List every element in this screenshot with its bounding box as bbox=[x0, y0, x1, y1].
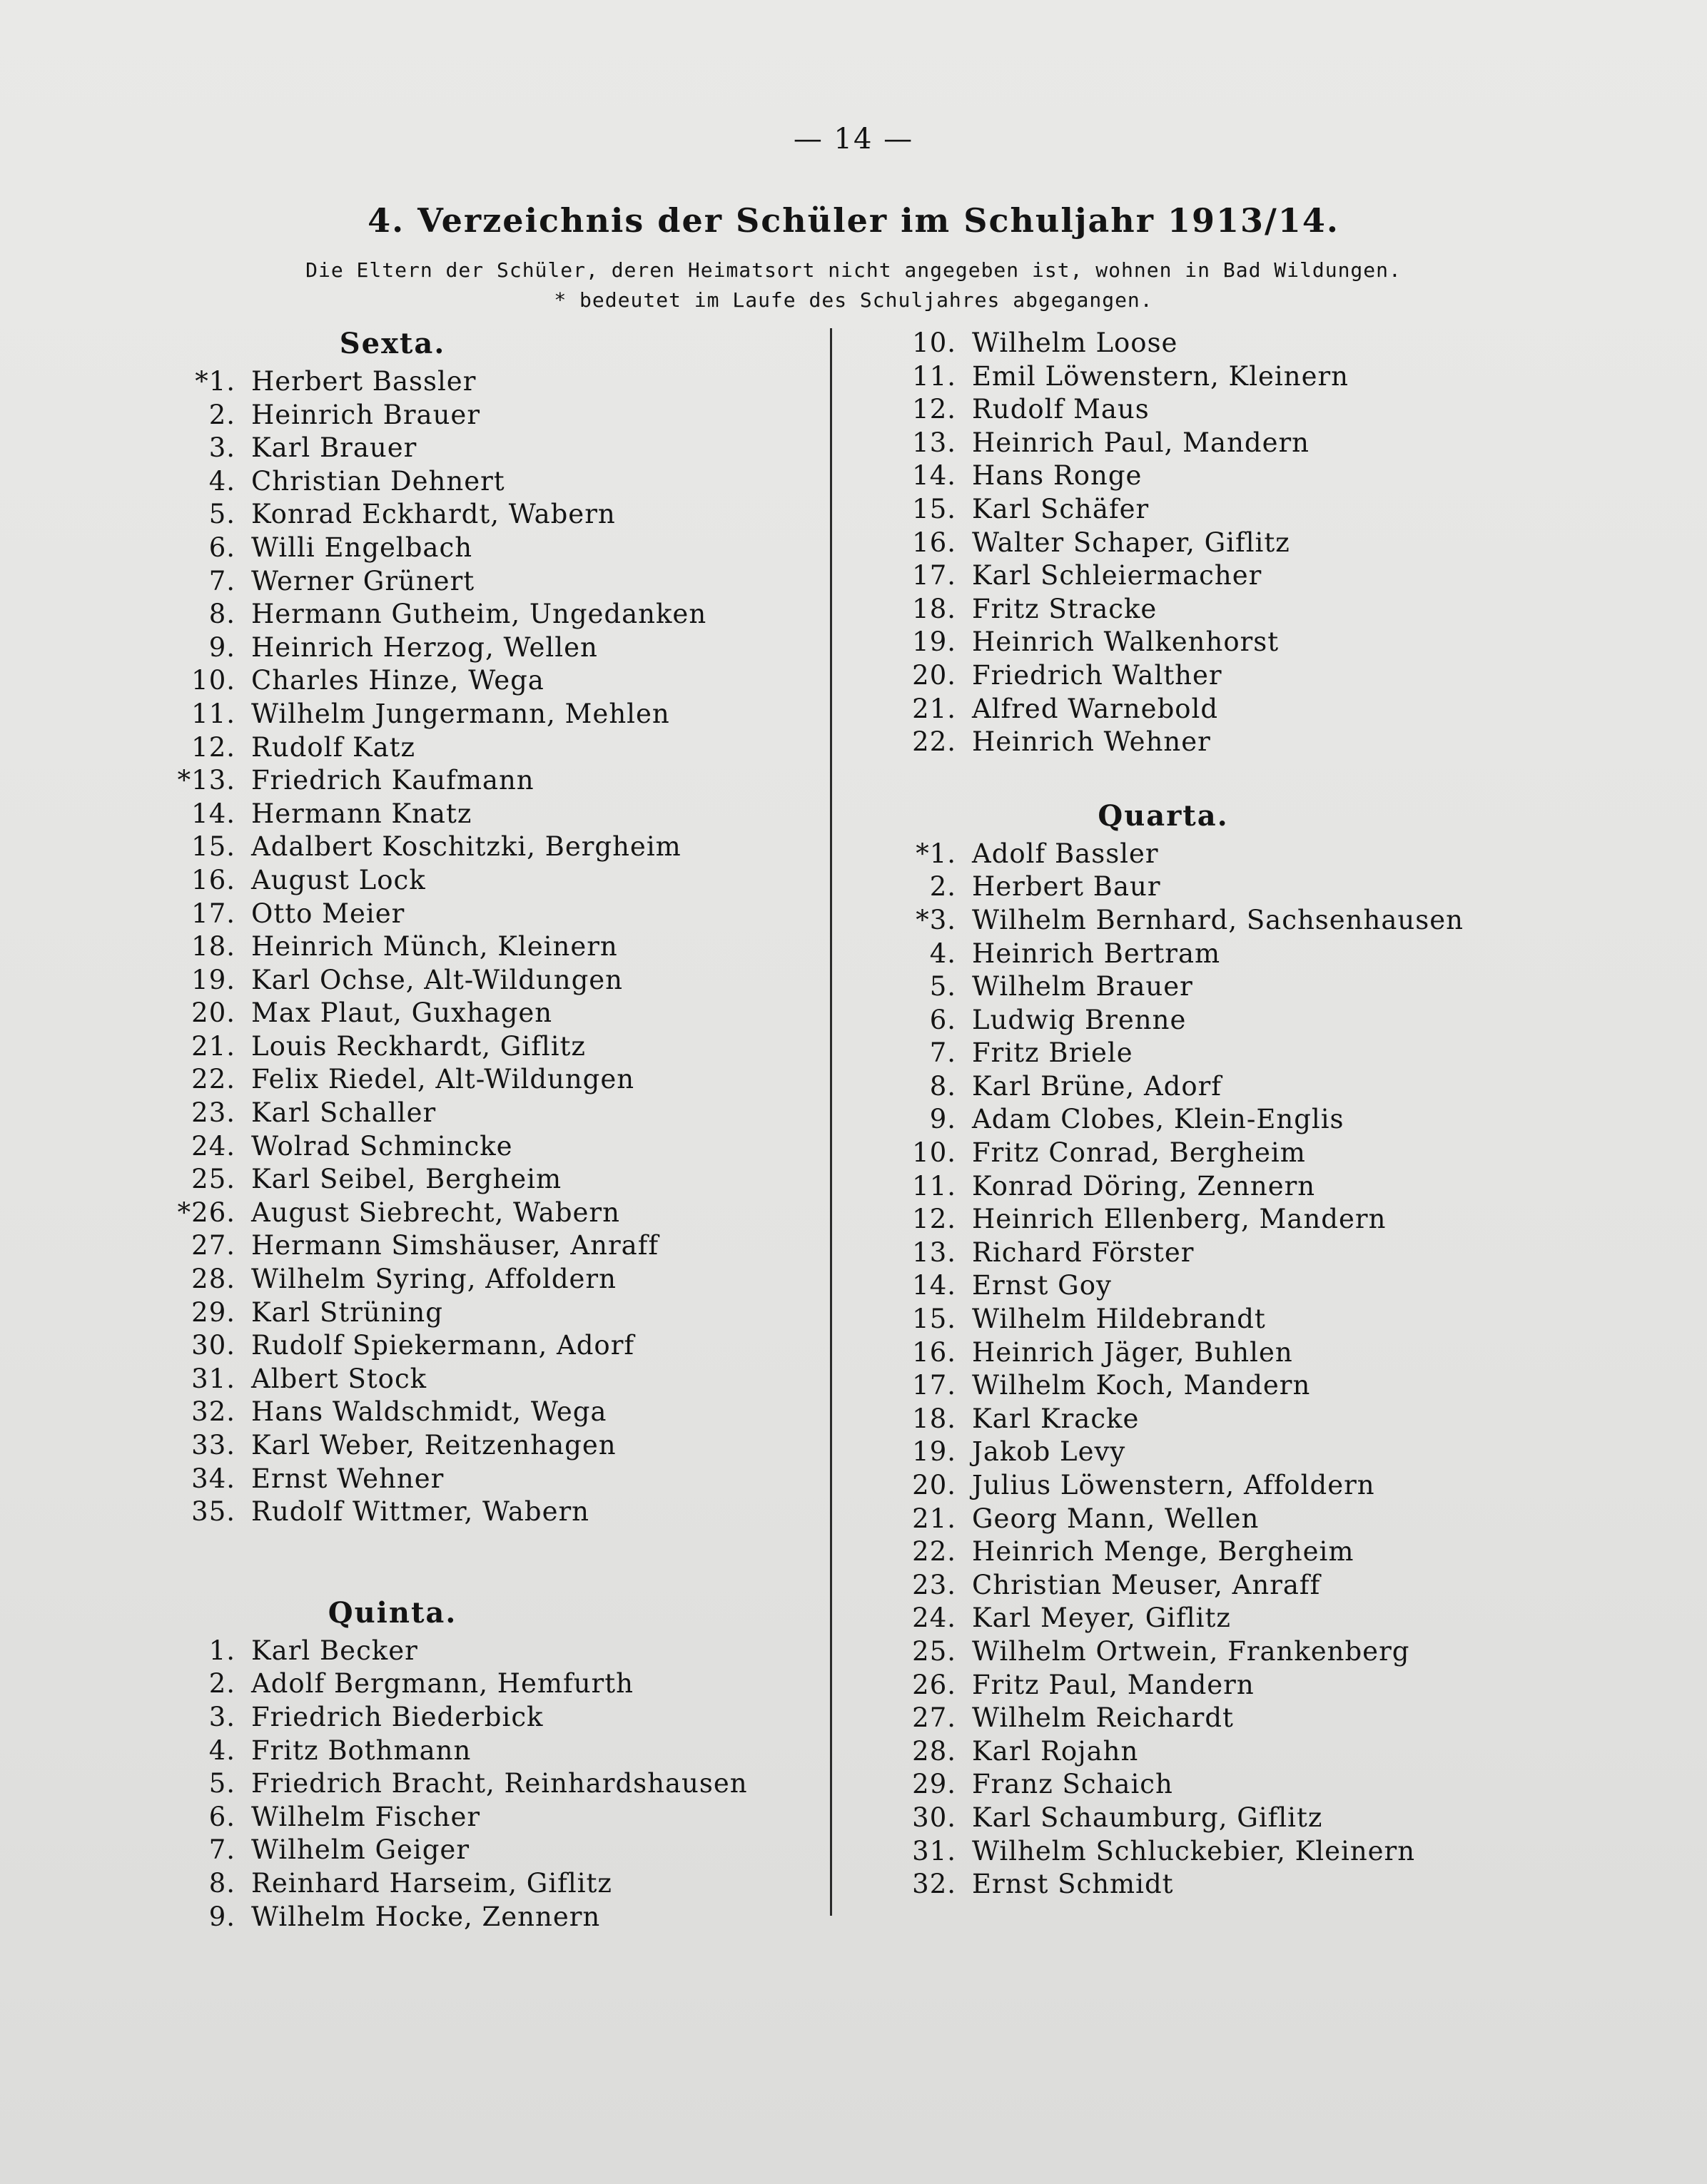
student-entry bbox=[143, 964, 814, 997]
student-name: Ludwig Brenne bbox=[972, 1004, 1187, 1035]
student-number: 29. bbox=[191, 1296, 235, 1328]
student-name: Karl Kracke bbox=[972, 1403, 1140, 1434]
section-title-quarta: Quarta. bbox=[1098, 798, 1229, 833]
student-entry bbox=[871, 1170, 1584, 1204]
student-entry bbox=[143, 698, 814, 731]
student-name: August Lock bbox=[251, 864, 426, 895]
student-number: 26. bbox=[912, 1669, 956, 1700]
student-number: 16. bbox=[191, 864, 235, 895]
page-number: — 14 — bbox=[793, 123, 914, 156]
student-entry bbox=[143, 598, 814, 631]
student-name: Karl Ochse, Alt-Wildungen bbox=[251, 964, 623, 995]
student-entry bbox=[143, 1263, 814, 1296]
student-number: 19. bbox=[912, 1436, 956, 1468]
quinta-list bbox=[143, 1635, 814, 1934]
student-number: 18. bbox=[912, 593, 956, 624]
student-name: Hermann Gutheim, Ungedanken bbox=[251, 599, 707, 630]
quinta-list-continued bbox=[871, 327, 1584, 759]
student-entry bbox=[871, 1735, 1584, 1769]
student-entry bbox=[871, 1602, 1584, 1635]
student-name: Adam Clobes, Klein-Englis bbox=[972, 1104, 1344, 1135]
student-name: Felix Riedel, Alt-Wildungen bbox=[251, 1064, 635, 1095]
student-number: 11. bbox=[912, 360, 956, 392]
student-entry bbox=[143, 399, 814, 432]
student-entry bbox=[143, 831, 814, 864]
student-name: Louis Reckhardt, Giflitz bbox=[251, 1030, 586, 1062]
student-entry bbox=[143, 1396, 814, 1429]
student-entry bbox=[871, 393, 1584, 427]
student-number: 14. bbox=[191, 798, 235, 829]
student-number: 25. bbox=[191, 1164, 235, 1195]
student-number: 21. bbox=[912, 693, 956, 724]
student-number: 6. bbox=[208, 1801, 235, 1832]
student-name: Wilhelm Jungermann, Mehlen bbox=[251, 698, 670, 729]
student-entry bbox=[143, 1063, 814, 1097]
student-entry bbox=[871, 970, 1584, 1004]
student-name: Karl Schleiermacher bbox=[972, 560, 1262, 591]
student-name: Friedrich Walther bbox=[972, 659, 1222, 691]
student-name: Wilhelm Schluckebier, Kleinern bbox=[972, 1835, 1416, 1866]
student-number: 22. bbox=[191, 1064, 235, 1095]
student-number: 9. bbox=[929, 1104, 956, 1135]
student-name: Karl Brüne, Adorf bbox=[972, 1070, 1222, 1102]
student-number: 21. bbox=[912, 1503, 956, 1534]
student-number: 20. bbox=[191, 997, 235, 1029]
student-entry bbox=[871, 360, 1584, 394]
student-name: Fritz Conrad, Bergheim bbox=[972, 1137, 1306, 1169]
student-number: 32. bbox=[191, 1396, 235, 1428]
student-entry bbox=[871, 659, 1584, 693]
student-number: 8. bbox=[208, 1867, 235, 1899]
student-name: Wilhelm Brauer bbox=[972, 971, 1193, 1002]
student-number: *3. bbox=[916, 904, 956, 935]
student-number: 16. bbox=[912, 527, 956, 558]
student-entry bbox=[871, 1569, 1584, 1603]
student-entry bbox=[143, 930, 814, 964]
student-name: Walter Schaper, Giflitz bbox=[972, 527, 1290, 558]
student-number: 31. bbox=[912, 1835, 956, 1866]
student-name: Karl Schäfer bbox=[972, 493, 1150, 524]
student-number: 24. bbox=[191, 1130, 235, 1162]
student-entry bbox=[871, 726, 1584, 759]
student-name: Otto Meier bbox=[251, 898, 405, 929]
student-number: *1. bbox=[916, 838, 956, 869]
student-name: Wilhelm Loose bbox=[972, 327, 1178, 358]
student-name: Heinrich Jäger, Buhlen bbox=[972, 1336, 1293, 1368]
student-number: 16. bbox=[912, 1336, 956, 1368]
student-name: Christian Dehnert bbox=[251, 465, 505, 497]
student-name: Fritz Briele bbox=[972, 1037, 1133, 1069]
student-number: 18. bbox=[191, 931, 235, 963]
student-entry bbox=[143, 1767, 814, 1801]
student-entry bbox=[143, 498, 814, 532]
student-name: Adalbert Koschitzki, Bergheim bbox=[251, 831, 682, 863]
student-name: Wilhelm Hildebrandt bbox=[972, 1304, 1266, 1335]
student-entry bbox=[143, 1429, 814, 1463]
student-number: 11. bbox=[912, 1170, 956, 1202]
student-number: 14. bbox=[912, 460, 956, 492]
student-number: 8. bbox=[929, 1070, 956, 1102]
student-entry bbox=[143, 1097, 814, 1130]
right-column bbox=[871, 327, 1584, 1901]
student-entry bbox=[871, 1004, 1584, 1037]
student-entry bbox=[143, 465, 814, 499]
student-number: 4. bbox=[208, 465, 235, 497]
sexta-list bbox=[143, 365, 814, 1529]
section-title-sexta: Sexta. bbox=[339, 327, 446, 360]
student-name: Reinhard Harseim, Giflitz bbox=[251, 1867, 612, 1899]
student-entry bbox=[871, 693, 1584, 726]
student-name: Hans Ronge bbox=[972, 460, 1143, 492]
student-number: 21. bbox=[191, 1030, 235, 1062]
student-entry bbox=[871, 559, 1584, 593]
student-name: Adolf Bassler bbox=[972, 838, 1159, 869]
student-entry bbox=[871, 1669, 1584, 1702]
student-number: 3. bbox=[208, 432, 235, 464]
student-entry bbox=[871, 1103, 1584, 1137]
student-number: 9. bbox=[208, 1901, 235, 1932]
student-number: 2. bbox=[929, 871, 956, 903]
student-name: Wilhelm Geiger bbox=[251, 1834, 470, 1866]
student-entry bbox=[871, 1702, 1584, 1735]
student-name: Fritz Stracke bbox=[972, 593, 1158, 624]
student-entry bbox=[143, 365, 814, 399]
student-number: *13. bbox=[177, 765, 235, 796]
student-entry bbox=[143, 997, 814, 1030]
student-name: Heinrich Bertram bbox=[972, 938, 1221, 969]
student-entry bbox=[143, 1834, 814, 1867]
student-name: Wilhelm Syring, Affoldern bbox=[251, 1264, 617, 1295]
student-entry bbox=[871, 1635, 1584, 1669]
student-name: Herbert Bassler bbox=[251, 366, 477, 397]
student-number: 10. bbox=[912, 327, 956, 358]
student-name: Friedrich Biederbick bbox=[251, 1701, 544, 1732]
student-name: Franz Schaich bbox=[972, 1769, 1173, 1800]
student-number: 23. bbox=[912, 1569, 956, 1600]
student-name: Herbert Baur bbox=[972, 871, 1161, 903]
student-entry bbox=[871, 1269, 1584, 1303]
student-entry bbox=[143, 1329, 814, 1363]
student-entry bbox=[871, 1802, 1584, 1835]
student-entry bbox=[143, 565, 814, 599]
student-entry bbox=[871, 870, 1584, 904]
student-entry bbox=[871, 1535, 1584, 1569]
student-name: Karl Rojahn bbox=[972, 1735, 1139, 1767]
student-entry bbox=[143, 764, 814, 798]
student-name: Heinrich Walkenhorst bbox=[972, 626, 1280, 658]
student-number: 12. bbox=[912, 1204, 956, 1235]
student-name: Wilhelm Koch, Mandern bbox=[972, 1370, 1311, 1401]
student-name: Heinrich Wehner bbox=[972, 726, 1211, 758]
student-number: 32. bbox=[912, 1869, 956, 1900]
student-name: Max Plaut, Guxhagen bbox=[251, 997, 553, 1029]
student-name: Friedrich Kaufmann bbox=[251, 765, 535, 796]
student-number: *1. bbox=[195, 366, 235, 397]
student-name: Wilhelm Fischer bbox=[251, 1801, 481, 1832]
column-divider bbox=[830, 328, 832, 1916]
student-number: 5. bbox=[208, 1768, 235, 1799]
student-entry bbox=[871, 904, 1584, 938]
student-number: 6. bbox=[929, 1004, 956, 1035]
student-entry bbox=[143, 1130, 814, 1164]
student-name: Heinrich Herzog, Wellen bbox=[251, 631, 598, 663]
student-entry bbox=[143, 1229, 814, 1263]
student-number: 10. bbox=[191, 665, 235, 696]
student-number: 20. bbox=[912, 1470, 956, 1500]
student-number: 23. bbox=[191, 1097, 235, 1129]
student-entry bbox=[871, 1303, 1584, 1336]
student-entry bbox=[143, 1635, 814, 1668]
student-entry bbox=[871, 1236, 1584, 1270]
student-name: Wilhelm Hocke, Zennern bbox=[251, 1901, 601, 1932]
student-entry bbox=[143, 1901, 814, 1934]
student-number: 17. bbox=[191, 898, 235, 929]
student-number: 30. bbox=[912, 1802, 956, 1833]
student-name: Karl Brauer bbox=[251, 432, 417, 464]
student-number: 22. bbox=[912, 726, 956, 758]
student-entry bbox=[871, 1369, 1584, 1403]
student-name: Rudolf Spiekermann, Adorf bbox=[251, 1330, 635, 1361]
student-entry bbox=[871, 1868, 1584, 1901]
student-number: 9. bbox=[208, 631, 235, 663]
student-entry bbox=[143, 1667, 814, 1701]
student-name: Adolf Bergmann, Hemfurth bbox=[251, 1668, 634, 1700]
student-entry bbox=[871, 1037, 1584, 1070]
student-entry bbox=[143, 1296, 814, 1330]
student-entry bbox=[143, 864, 814, 898]
student-number: 2. bbox=[208, 1668, 235, 1700]
student-entry bbox=[143, 798, 814, 831]
student-entry bbox=[871, 1768, 1584, 1802]
student-number: 2. bbox=[208, 399, 235, 430]
student-name: Hermann Knatz bbox=[251, 798, 472, 829]
section-title-quinta: Quinta. bbox=[328, 1595, 457, 1630]
student-number: 14. bbox=[912, 1270, 956, 1301]
student-number: 6. bbox=[208, 532, 235, 563]
student-number: 1. bbox=[208, 1635, 235, 1666]
student-name: Karl Seibel, Bergheim bbox=[251, 1164, 562, 1195]
student-name: Ernst Goy bbox=[972, 1270, 1112, 1301]
student-number: 34. bbox=[191, 1463, 235, 1494]
student-number: 17. bbox=[912, 1370, 956, 1401]
student-name: Karl Schaumburg, Giflitz bbox=[972, 1802, 1323, 1833]
student-entry bbox=[143, 1163, 814, 1197]
student-number: 19. bbox=[191, 964, 235, 995]
student-name: Ernst Wehner bbox=[251, 1463, 445, 1494]
student-entry bbox=[871, 1070, 1584, 1104]
student-entry bbox=[143, 1701, 814, 1734]
student-number: 35. bbox=[191, 1496, 235, 1528]
student-entry bbox=[871, 1336, 1584, 1370]
student-name: Karl Strüning bbox=[251, 1296, 443, 1328]
student-name: Wolrad Schmincke bbox=[251, 1130, 513, 1162]
student-entry bbox=[143, 532, 814, 565]
student-number: 5. bbox=[929, 971, 956, 1002]
student-entry bbox=[143, 1867, 814, 1901]
student-number: 33. bbox=[191, 1430, 235, 1461]
student-number: 27. bbox=[912, 1702, 956, 1734]
student-name: Rudolf Katz bbox=[251, 731, 416, 763]
student-entry bbox=[871, 938, 1584, 971]
student-number: 15. bbox=[912, 1304, 956, 1335]
student-number: 28. bbox=[191, 1264, 235, 1295]
student-entry bbox=[143, 1463, 814, 1496]
student-name: Karl Meyer, Giflitz bbox=[972, 1603, 1231, 1634]
student-name: Heinrich Ellenberg, Mandern bbox=[972, 1204, 1387, 1235]
student-name: Heinrich Münch, Kleinern bbox=[251, 931, 618, 963]
student-entry bbox=[143, 898, 814, 931]
student-name: Christian Meuser, Anraff bbox=[972, 1569, 1321, 1600]
student-entry bbox=[871, 527, 1584, 560]
student-name: Konrad Eckhardt, Wabern bbox=[251, 499, 616, 530]
student-number: 31. bbox=[191, 1363, 235, 1394]
student-entry bbox=[871, 1835, 1584, 1869]
quarta-list bbox=[871, 838, 1584, 1901]
student-name: Werner Grünert bbox=[251, 565, 475, 596]
student-name: Emil Löwenstern, Kleinern bbox=[972, 360, 1349, 392]
student-name: Jakob Levy bbox=[972, 1436, 1126, 1468]
student-entry bbox=[143, 631, 814, 665]
page-title: 4. Verzeichnis der Schüler im Schuljahr 1913/14. bbox=[368, 201, 1339, 240]
student-number: 12. bbox=[191, 731, 235, 763]
student-name: Richard Förster bbox=[972, 1236, 1195, 1268]
student-number: 24. bbox=[912, 1603, 956, 1634]
student-number: 29. bbox=[912, 1769, 956, 1800]
student-name: Karl Schaller bbox=[251, 1097, 437, 1129]
student-entry bbox=[871, 1203, 1584, 1236]
student-name: Heinrich Brauer bbox=[251, 399, 481, 430]
student-entry bbox=[871, 593, 1584, 626]
student-number: 22. bbox=[912, 1536, 956, 1568]
student-name: August Siebrecht, Wabern bbox=[251, 1197, 620, 1228]
student-number: 7. bbox=[208, 1834, 235, 1866]
student-entry bbox=[143, 664, 814, 698]
student-entry bbox=[143, 1801, 814, 1834]
residence-note: Die Eltern der Schüler, deren Heimatsort nicht angegeben ist, wohnen in Bad Wildungen. bbox=[305, 258, 1402, 282]
student-name: Friedrich Bracht, Reinhardshausen bbox=[251, 1768, 748, 1799]
student-number: 19. bbox=[912, 626, 956, 658]
student-number: 15. bbox=[912, 493, 956, 524]
student-name: Rudolf Maus bbox=[972, 394, 1150, 425]
student-name: Fritz Bothmann bbox=[251, 1734, 472, 1766]
student-entry bbox=[871, 493, 1584, 527]
student-number: 11. bbox=[191, 698, 235, 729]
student-name: Alfred Warnebold bbox=[972, 693, 1219, 724]
student-number: 4. bbox=[929, 938, 956, 969]
left-column bbox=[143, 322, 814, 1934]
student-number: 30. bbox=[191, 1330, 235, 1361]
student-entry bbox=[871, 626, 1584, 659]
student-entry bbox=[871, 1436, 1584, 1469]
student-name: Willi Engelbach bbox=[251, 532, 473, 563]
student-name: Ernst Schmidt bbox=[972, 1869, 1174, 1900]
student-name: Albert Stock bbox=[251, 1363, 427, 1394]
student-name: Karl Weber, Reitzenhagen bbox=[251, 1430, 617, 1461]
student-name: Wilhelm Reichardt bbox=[972, 1702, 1234, 1734]
student-number: 18. bbox=[912, 1403, 956, 1434]
student-name: Charles Hinze, Wega bbox=[251, 665, 544, 696]
student-name: Julius Löwenstern, Affoldern bbox=[972, 1470, 1375, 1500]
student-entry bbox=[871, 1469, 1584, 1503]
student-number: 7. bbox=[208, 565, 235, 596]
student-number: 20. bbox=[912, 659, 956, 691]
student-entry bbox=[871, 327, 1584, 360]
student-number: 10. bbox=[912, 1137, 956, 1169]
student-name: Georg Mann, Wellen bbox=[972, 1503, 1260, 1534]
student-number: 13. bbox=[912, 427, 956, 458]
student-entry bbox=[143, 1030, 814, 1064]
student-entry bbox=[143, 1495, 814, 1529]
student-number: 8. bbox=[208, 599, 235, 630]
student-entry bbox=[871, 838, 1584, 871]
student-entry bbox=[143, 731, 814, 765]
student-name: Fritz Paul, Mandern bbox=[972, 1669, 1255, 1700]
student-number: 15. bbox=[191, 831, 235, 863]
student-number: 5. bbox=[208, 499, 235, 530]
student-number: 25. bbox=[912, 1635, 956, 1667]
student-entry bbox=[871, 459, 1584, 493]
student-name: Wilhelm Ortwein, Frankenberg bbox=[972, 1635, 1410, 1667]
student-number: *26. bbox=[177, 1197, 235, 1228]
student-number: 7. bbox=[929, 1037, 956, 1069]
student-name: Hans Waldschmidt, Wega bbox=[251, 1396, 607, 1428]
student-entry bbox=[871, 1503, 1584, 1536]
student-number: 13. bbox=[912, 1236, 956, 1268]
student-number: 27. bbox=[191, 1230, 235, 1261]
student-name: Wilhelm Bernhard, Sachsenhausen bbox=[972, 904, 1464, 935]
student-name: Heinrich Menge, Bergheim bbox=[972, 1536, 1354, 1568]
student-name: Karl Becker bbox=[251, 1635, 418, 1666]
student-name: Heinrich Paul, Mandern bbox=[972, 427, 1310, 458]
student-number: 3. bbox=[208, 1701, 235, 1732]
student-number: 12. bbox=[912, 394, 956, 425]
student-name: Rudolf Wittmer, Wabern bbox=[251, 1496, 589, 1528]
student-entry bbox=[143, 1734, 814, 1768]
student-number: 17. bbox=[912, 560, 956, 591]
student-entry bbox=[143, 1197, 814, 1230]
student-number: 4. bbox=[208, 1734, 235, 1766]
student-entry bbox=[871, 427, 1584, 460]
student-name: Konrad Döring, Zennern bbox=[972, 1170, 1316, 1202]
asterisk-note: * bedeutet im Laufe des Schuljahres abgegangen. bbox=[554, 288, 1153, 312]
student-entry bbox=[143, 1363, 814, 1396]
student-name: Hermann Simshäuser, Anraff bbox=[251, 1230, 659, 1261]
student-number: 28. bbox=[912, 1735, 956, 1767]
student-entry bbox=[871, 1403, 1584, 1436]
student-entry bbox=[871, 1137, 1584, 1170]
student-entry bbox=[143, 432, 814, 465]
